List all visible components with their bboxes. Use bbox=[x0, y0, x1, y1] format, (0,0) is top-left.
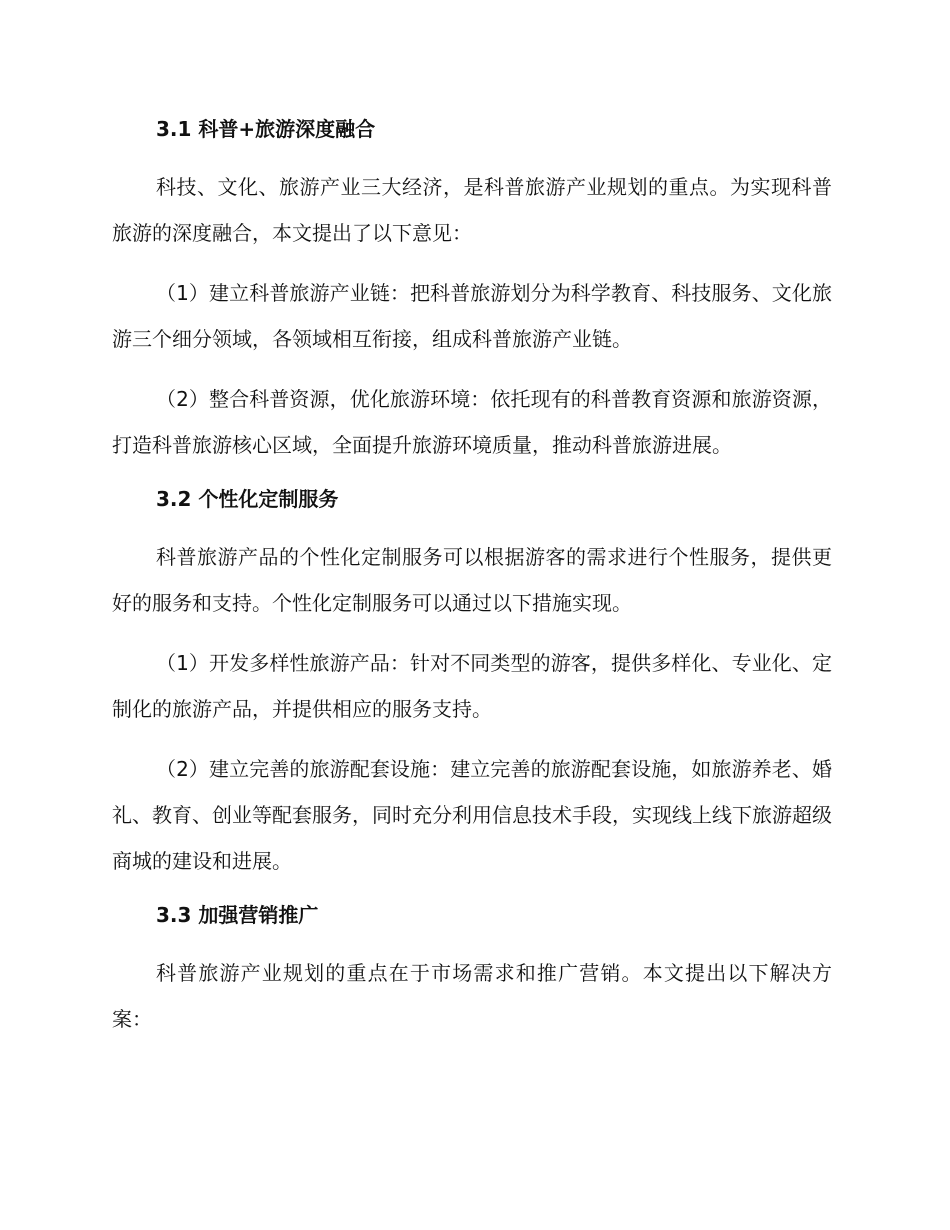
section-3-1-item-1: （1）建立科普旅游产业链：把科普旅游划分为科学教育、科技服务、文化旅游三个细分领域，各领域相互衔接，组成科普旅游产业链。 bbox=[112, 281, 832, 351]
section-heading-3-1: 3.1 科普+旅游深度融合 bbox=[156, 117, 376, 141]
section-3-1-intro: 科技、文化、旅游产业三大经济，是科普旅游产业规划的重点。为实现科普旅游的深度融合，本文提出了以下意见： bbox=[112, 175, 832, 245]
document-body bbox=[112, 112, 832, 1056]
section-3-2-item-1: （1）开发多样性旅游产品：针对不同类型的游客，提供多样化、专业化、定制化的旅游产品，并提供相应的服务支持。 bbox=[112, 651, 832, 721]
section-3-3-intro: 科普旅游产业规划的重点在于市场需求和推广营销。本文提出以下解决方案： bbox=[112, 961, 832, 1031]
section-heading-3-2: 3.2 个性化定制服务 bbox=[156, 487, 339, 511]
section-heading-3-3: 3.3 加强营销推广 bbox=[156, 903, 319, 927]
section-3-2-intro: 科普旅游产品的个性化定制服务可以根据游客的需求进行个性服务，提供更好的服务和支持。个性化定制服务可以通过以下措施实现。 bbox=[112, 545, 832, 615]
section-3-2-item-2: （2）建立完善的旅游配套设施：建立完善的旅游配套设施，如旅游养老、婚礼、教育、创业等配套服务，同时充分利用信息技术手段，实现线上线下旅游超级商城的建设和进展。 bbox=[112, 757, 832, 873]
section-3-1-item-2: （2）整合科普资源，优化旅游环境：依托现有的科普教育资源和旅游资源，打造科普旅游核心区域，全面提升旅游环境质量，推动科普旅游进展。 bbox=[112, 387, 832, 457]
